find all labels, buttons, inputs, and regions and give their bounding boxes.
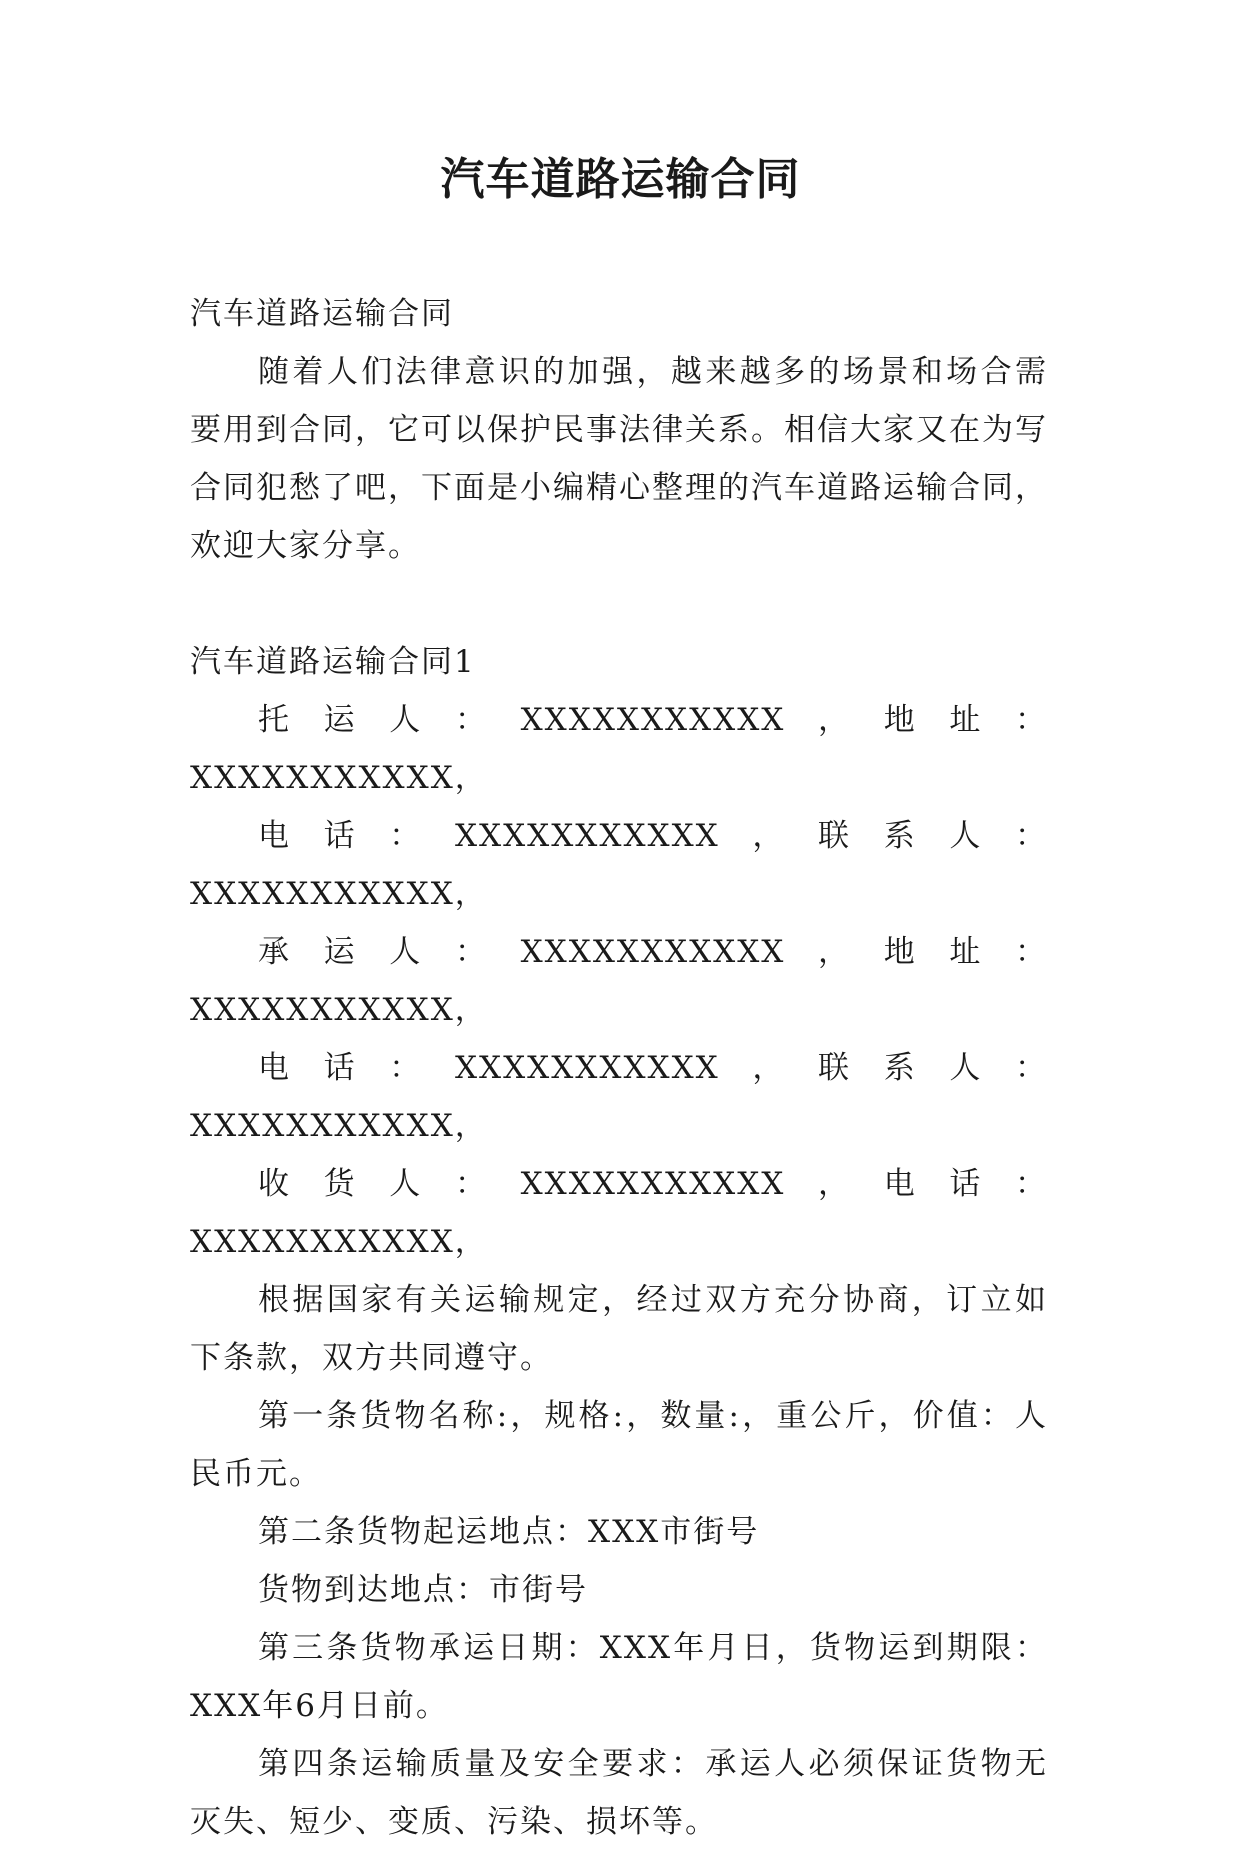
clause-2: 第二条货物起运地点：XXX市街号 xyxy=(258,1514,760,1550)
shipper-phone-line: 电话：XXXXXXXXXXX，联系人：XXXXXXXXXXX， xyxy=(190,818,1048,912)
consignee-line: 收货人：XXXXXXXXXXX，电话：XXXXXXXXXXX， xyxy=(190,1166,1048,1260)
paragraph-gap xyxy=(190,575,1048,633)
document-body xyxy=(190,285,1048,1851)
clause-1: 第一条货物名称:，规格:，数量:，重公斤，价值：人民币元。 xyxy=(190,1398,1048,1492)
preamble-paragraph: 根据国家有关运输规定，经过双方充分协商，订立如下条款，双方共同遵守。 xyxy=(190,1282,1048,1376)
clause-4: 第四条运输质量及安全要求：承运人必须保证货物无灭失、短少、变质、污染、损坏等。 xyxy=(190,1746,1048,1840)
carrier-phone-line: 电话：XXXXXXXXXXX，联系人：XXXXXXXXXXX， xyxy=(190,1050,1048,1144)
section-heading: 汽车道路运输合同1 xyxy=(190,644,476,680)
clause-3: 第三条货物承运日期：XXX年月日，货物运到期限：XXX年6月日前。 xyxy=(190,1630,1048,1724)
shipper-line: 托运人：XXXXXXXXXXX，地址：XXXXXXXXXXX， xyxy=(190,702,1048,796)
intro-paragraph: 随着人们法律意识的加强，越来越多的场景和场合需要用到合同，它可以保护民事法律关系。相信大家又在为写合同犯愁了吧，下面是小编精心整理的汽车道路运输合同，欢迎大家分享。 xyxy=(190,354,1048,564)
carrier-line: 承运人：XXXXXXXXXXX，地址：XXXXXXXXXXX， xyxy=(190,934,1048,1028)
document-subtitle: 汽车道路运输合同 xyxy=(190,296,454,332)
document-title: 汽车道路运输合同 xyxy=(440,154,801,205)
clause-2-destination: 货物到达地点：市街号 xyxy=(258,1572,588,1608)
